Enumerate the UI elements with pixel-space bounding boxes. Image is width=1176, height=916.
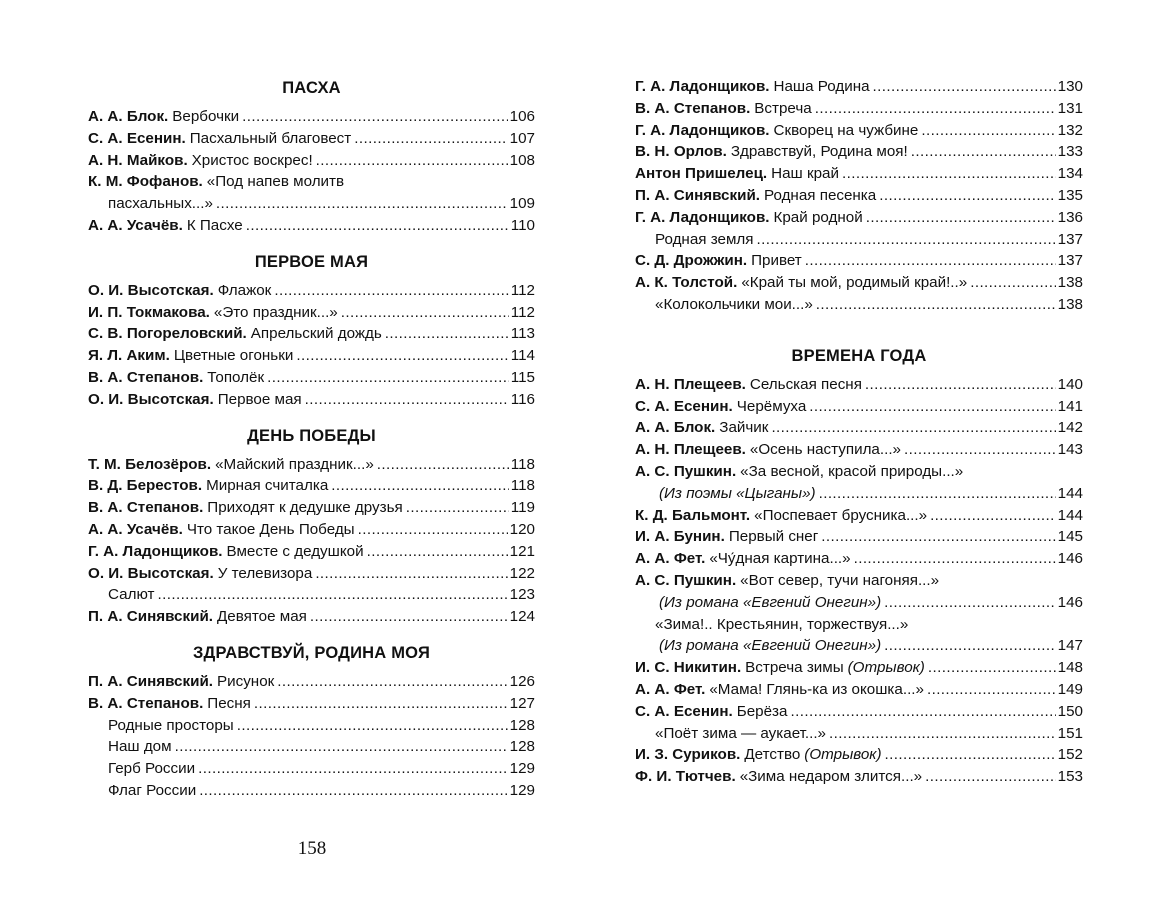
- toc-entry: [88, 323, 535, 345]
- toc-entry: [88, 497, 535, 519]
- entry-page-number: 152: [1057, 746, 1083, 764]
- entry-title: Наша Родина: [773, 78, 870, 95]
- entry-page-number: 129: [509, 760, 535, 778]
- entry-author: С. А. Есенин.: [635, 397, 733, 415]
- entry-page-number: 120: [509, 520, 535, 538]
- toc-entry: [635, 592, 1083, 614]
- dot-leader: [921, 120, 1055, 142]
- section-title: ПАСХА: [282, 79, 341, 97]
- dot-leader: [237, 715, 508, 737]
- dot-leader: [242, 106, 507, 128]
- entry-author: О. И. Высотская.: [88, 281, 214, 299]
- toc-entry: [635, 461, 1083, 483]
- entry-page-number: 147: [1057, 637, 1083, 655]
- toc-entry: [88, 584, 535, 606]
- toc-right-column: [635, 76, 1083, 788]
- entry-title: Наш край: [771, 165, 839, 183]
- toc-entry: [635, 744, 1083, 766]
- entry-author: А. А. Усачёв.: [88, 520, 183, 538]
- entry-title: «Зима недаром злится...»: [739, 768, 923, 786]
- entry-title: «Зима!.. Крестьянин, торжествуя...»: [655, 615, 909, 633]
- entry-page-number: 113: [510, 325, 535, 343]
- toc-entry: [635, 614, 1083, 636]
- entry-title: Тополёк: [207, 368, 265, 386]
- entry-page-number: 126: [509, 672, 535, 690]
- toc-entry: [88, 302, 535, 324]
- dot-leader: [377, 454, 509, 476]
- toc-entry: [88, 563, 535, 585]
- toc-entry: [88, 671, 535, 693]
- entry-page-number: 145: [1057, 528, 1083, 546]
- entry-title: «Майский праздник...»: [215, 455, 374, 473]
- entry-title: Что такое День Победы: [186, 520, 355, 538]
- entry-page-number: 115: [510, 368, 535, 386]
- entry-author: Т. М. Белозёров.: [88, 455, 212, 473]
- entry-author: В. А. Степанов.: [88, 368, 204, 386]
- dot-leader: [809, 396, 1055, 418]
- entry-note: (Отрывок): [847, 659, 925, 677]
- entry-page-number: 136: [1057, 208, 1083, 226]
- entry-author: Г. А. Ладонщиков.: [88, 542, 223, 560]
- entry-title: Песня: [207, 694, 251, 712]
- dot-leader: [873, 76, 1056, 98]
- entry-page-number: 123: [509, 586, 535, 604]
- entry-title: Черёмуха: [736, 397, 807, 415]
- page-number: 158: [297, 838, 327, 859]
- entry-page-number: 108: [509, 151, 535, 169]
- entry-author: П. А. Синявский.: [635, 186, 760, 204]
- entry-note: (Из романа «Евгений Онегин»): [659, 637, 882, 655]
- entry-page-number: 137: [1057, 230, 1083, 248]
- entry-title: «За весной, красой природы...»: [740, 462, 964, 480]
- entry-author: А. Н. Плещеев.: [635, 441, 746, 459]
- entry-author: А. Н. Майков.: [88, 151, 188, 169]
- toc-entry: [635, 98, 1083, 120]
- dot-leader: [829, 723, 1056, 745]
- dot-leader: [756, 229, 1055, 251]
- entry-title: «Чу́дная картина...»: [709, 550, 851, 568]
- toc-entry: [635, 120, 1083, 142]
- entry-title: Флаг России: [108, 781, 197, 799]
- entry-author: Г. А. Ладонщиков.: [635, 121, 770, 139]
- toc-entry: [635, 679, 1083, 701]
- entry-page-number: 124: [509, 608, 535, 626]
- entry-page-number: 144: [1057, 506, 1083, 524]
- dot-leader: [341, 302, 509, 324]
- entry-page-number: 131: [1057, 99, 1083, 117]
- entry-author: О. И. Высотская.: [88, 564, 214, 582]
- entry-title: Детство: [744, 746, 801, 764]
- dot-leader: [216, 193, 508, 215]
- toc-entry: [88, 758, 535, 780]
- entry-page-number: 106: [509, 108, 535, 125]
- entry-author: В. А. Степанов.: [635, 99, 751, 117]
- entry-title: Родные просторы: [108, 716, 234, 734]
- entry-title: Флажок: [217, 281, 272, 299]
- entry-author: А. С. Пушкин.: [635, 571, 737, 589]
- toc-entry: [635, 141, 1083, 163]
- toc-entry: [635, 250, 1083, 272]
- dot-leader: [925, 766, 1056, 788]
- entry-author: П. А. Синявский.: [88, 608, 213, 626]
- dot-leader: [199, 780, 507, 802]
- toc-entry: [88, 475, 535, 497]
- dot-leader: [819, 483, 1056, 505]
- entry-author: К. Д. Бальмонт.: [635, 506, 751, 524]
- dot-leader: [305, 389, 509, 411]
- dot-leader: [884, 592, 1056, 614]
- toc-entry: [88, 345, 535, 367]
- entry-title: «Край ты мой, родимый край!..»: [741, 274, 968, 292]
- toc-entry: [635, 185, 1083, 207]
- toc-entry: [88, 736, 535, 758]
- entry-page-number: 135: [1057, 186, 1083, 204]
- section-title: ПЕРВОЕ МАЯ: [254, 252, 369, 271]
- dot-leader: [367, 541, 508, 563]
- entry-page-number: 128: [509, 738, 535, 756]
- entry-title: У телевизора: [217, 564, 313, 582]
- entry-note: (Отрывок): [804, 746, 882, 764]
- toc-entry: [88, 171, 535, 193]
- toc-entry: [88, 215, 535, 237]
- entry-title: Мирная считалка: [206, 477, 329, 495]
- entry-title: «Осень наступила...»: [749, 441, 901, 459]
- entry-title: Берёза: [736, 702, 788, 720]
- toc-entry: [88, 715, 535, 737]
- dot-leader: [406, 497, 509, 519]
- entry-title: Первое мая: [217, 390, 302, 408]
- entry-author: С. А. Есенин.: [635, 702, 733, 720]
- dot-leader: [316, 150, 508, 172]
- toc-entry: [635, 229, 1083, 251]
- entry-page-number: 140: [1057, 375, 1083, 393]
- entry-page-number: 149: [1057, 680, 1083, 698]
- entry-title: «Поспевает брусника...»: [754, 506, 928, 524]
- dot-leader: [866, 207, 1056, 229]
- dot-leader: [790, 701, 1055, 723]
- toc-entry: [635, 163, 1083, 185]
- entry-author: А. А. Усачёв.: [88, 216, 183, 234]
- entry-author: К. М. Фофанов.: [88, 173, 203, 191]
- toc-entry: [635, 483, 1083, 505]
- dot-leader: [331, 475, 509, 497]
- entry-page-number: 137: [1057, 252, 1083, 270]
- entry-page-number: 153: [1057, 768, 1083, 786]
- entry-author: А. Н. Плещеев.: [635, 375, 746, 393]
- entry-author: И. А. Бунин.: [635, 528, 725, 546]
- entry-page-number: 143: [1057, 441, 1083, 459]
- dot-leader: [385, 323, 509, 345]
- toc-entry: [88, 606, 535, 628]
- entry-page-number: 148: [1057, 659, 1083, 677]
- dot-leader: [821, 526, 1055, 548]
- entry-page-number: 132: [1057, 121, 1083, 139]
- toc-entry: [635, 526, 1083, 548]
- entry-page-number: 134: [1057, 165, 1083, 183]
- entry-page-number: 119: [510, 499, 535, 517]
- dot-leader: [970, 272, 1055, 294]
- entry-page-number: 133: [1057, 143, 1083, 161]
- entry-page-number: 146: [1057, 593, 1083, 611]
- entry-title: Апрельский дождь: [250, 325, 382, 343]
- entry-author: П. А. Синявский.: [88, 672, 213, 690]
- toc-entry: [635, 505, 1083, 527]
- section-title: ЗДРАВСТВУЙ, РОДИНА МОЯ: [192, 643, 431, 662]
- entry-title: Родная песенка: [764, 186, 877, 204]
- toc-entry: [88, 106, 535, 128]
- toc-entry: [635, 207, 1083, 229]
- entry-page-number: 142: [1057, 419, 1083, 437]
- entry-page-number: 138: [1057, 295, 1083, 313]
- entry-title: Родная земля: [655, 230, 754, 248]
- entry-page-number: 116: [510, 390, 535, 408]
- toc-entry: [88, 280, 535, 302]
- dot-leader: [267, 367, 509, 389]
- entry-title: пасхальных...»: [108, 195, 213, 213]
- entry-page-number: 144: [1057, 484, 1083, 502]
- dot-leader: [277, 671, 507, 693]
- dot-leader: [842, 163, 1056, 185]
- entry-note: (Из романа «Евгений Онегин»): [659, 593, 882, 611]
- entry-title: «Это праздник...»: [213, 303, 338, 321]
- dot-leader: [927, 679, 1056, 701]
- entry-page-number: 107: [509, 129, 535, 147]
- entry-author: В. А. Степанов.: [88, 694, 204, 712]
- entry-title: Рисунок: [217, 672, 275, 690]
- entry-page-number: 122: [509, 564, 535, 582]
- entry-page-number: 129: [509, 781, 535, 799]
- entry-author: А. А. Фет.: [635, 550, 706, 568]
- entry-page-number: 128: [509, 716, 535, 734]
- entry-page-number: 110: [510, 216, 535, 234]
- entry-page-number: 141: [1057, 397, 1083, 415]
- dot-leader: [157, 584, 507, 606]
- dot-leader: [175, 736, 508, 758]
- toc-entry: [635, 766, 1083, 788]
- entry-author: И. С. Никитин.: [635, 659, 742, 677]
- toc-entry: [635, 548, 1083, 570]
- entry-page-number: 121: [509, 542, 535, 560]
- entry-title: Сельская песня: [749, 375, 862, 393]
- dot-leader: [854, 548, 1056, 570]
- dot-leader: [816, 294, 1056, 316]
- entry-author: И. П. Токмакова.: [88, 303, 210, 321]
- entry-author: А. А. Блок.: [88, 108, 169, 125]
- toc-entry: [88, 150, 535, 172]
- entry-title: «Колокольчики мои...»: [655, 295, 813, 313]
- toc-entry: [88, 389, 535, 411]
- entry-page-number: 150: [1057, 702, 1083, 720]
- entry-page-number: 109: [509, 195, 535, 213]
- toc-entry: [88, 541, 535, 563]
- entry-author: А. С. Пушкин.: [635, 462, 737, 480]
- dot-leader: [928, 657, 1056, 679]
- entry-page-number: 146: [1057, 550, 1083, 568]
- dot-leader: [771, 417, 1055, 439]
- dot-leader: [911, 141, 1056, 163]
- toc-entry: [635, 417, 1083, 439]
- dot-leader: [885, 744, 1056, 766]
- toc-entry: [88, 454, 535, 476]
- dot-leader: [815, 98, 1056, 120]
- entry-title: Скворец на чужбине: [773, 121, 919, 139]
- entry-author: Я. Л. Аким.: [88, 347, 170, 365]
- toc-entry: [88, 128, 535, 150]
- toc-left-column: [88, 76, 535, 802]
- entry-title: «Под напев молитв: [206, 173, 345, 191]
- entry-title: «Поёт зима — аукает...»: [655, 724, 827, 742]
- entry-title: Встреча: [754, 99, 812, 117]
- dot-leader: [274, 280, 508, 302]
- entry-title: Приходят к дедушке друзья: [207, 499, 403, 517]
- entry-author: В. А. Степанов.: [88, 499, 204, 517]
- dot-leader: [884, 635, 1056, 657]
- entry-title: Край родной: [773, 208, 863, 226]
- toc-entry: [635, 439, 1083, 461]
- entry-title: Встреча зимы: [745, 659, 844, 677]
- entry-title: Зайчик: [719, 419, 769, 437]
- entry-title: Цветные огоньки: [173, 347, 294, 365]
- entry-author: Ф. И. Тютчев.: [635, 768, 736, 786]
- entry-page-number: 130: [1057, 78, 1083, 95]
- entry-title: Салют: [108, 586, 155, 604]
- entry-author: С. В. Погореловский.: [88, 325, 247, 343]
- entry-page-number: 118: [510, 455, 535, 473]
- toc-entry: [88, 693, 535, 715]
- entry-page-number: 112: [510, 281, 535, 299]
- section-title: ДЕНЬ ПОБЕДЫ: [247, 426, 376, 445]
- entry-title: Вербочки: [172, 108, 240, 125]
- entry-author: В. Н. Орлов.: [635, 143, 727, 161]
- entry-page-number: 127: [509, 694, 535, 712]
- dot-leader: [246, 215, 509, 237]
- dot-leader: [805, 250, 1056, 272]
- dot-leader: [354, 128, 507, 150]
- dot-leader: [930, 505, 1056, 527]
- entry-author: А. А. Блок.: [635, 419, 716, 437]
- entry-author: А. А. Фет.: [635, 680, 706, 698]
- entry-page-number: 151: [1057, 724, 1083, 742]
- entry-title: «Мама! Глянь-ка из окошка...»: [709, 680, 924, 698]
- entry-author: О. И. Высотская.: [88, 390, 214, 408]
- dot-leader: [296, 345, 508, 367]
- entry-note: (Из поэмы «Цыганы»): [659, 484, 816, 502]
- toc-entry: [635, 374, 1083, 396]
- toc-entry: [635, 657, 1083, 679]
- entry-page-number: 112: [510, 303, 535, 321]
- toc-entry: [635, 723, 1083, 745]
- entry-author: А. К. Толстой.: [635, 274, 738, 292]
- toc-entry: [635, 294, 1083, 316]
- entry-title: «Вот север, тучи нагоняя...»: [740, 571, 940, 589]
- section-title: ВРЕМЕНА ГОДА: [791, 346, 927, 365]
- dot-leader: [865, 374, 1056, 396]
- entry-title: Герб России: [108, 760, 196, 778]
- entry-title: Наш дом: [108, 738, 172, 756]
- entry-author: Антон Пришелец.: [635, 165, 768, 183]
- dot-leader: [904, 439, 1056, 461]
- toc-entry: [635, 701, 1083, 723]
- dot-leader: [358, 519, 508, 541]
- dot-leader: [879, 185, 1055, 207]
- entry-title: К Пасхе: [186, 216, 243, 234]
- toc-entry: [635, 570, 1083, 592]
- toc-entry: [635, 272, 1083, 294]
- dot-leader: [315, 563, 507, 585]
- entry-title: Вместе с дедушкой: [226, 542, 364, 560]
- toc-entry: [88, 367, 535, 389]
- entry-author: С. А. Есенин.: [88, 129, 186, 147]
- entry-author: Г. А. Ладонщиков.: [635, 78, 770, 95]
- entry-title: Первый снег: [728, 528, 819, 546]
- entry-title: Здравствуй, Родина моя!: [730, 143, 908, 161]
- entry-author: Г. А. Ладонщиков.: [635, 208, 770, 226]
- toc-entry: [88, 193, 535, 215]
- toc-entry: [635, 76, 1083, 98]
- toc-entry: [88, 519, 535, 541]
- entry-author: И. З. Суриков.: [635, 746, 741, 764]
- toc-entry: [635, 396, 1083, 418]
- entry-author: С. Д. Дрожжин.: [635, 252, 748, 270]
- entry-title: Христос воскрес!: [191, 151, 313, 169]
- dot-leader: [310, 606, 508, 628]
- entry-title: Девятое мая: [217, 608, 307, 626]
- dot-leader: [198, 758, 508, 780]
- entry-author: В. Д. Берестов.: [88, 477, 203, 495]
- toc-entry: [635, 635, 1083, 657]
- entry-page-number: 118: [510, 477, 535, 495]
- entry-page-number: 114: [510, 347, 535, 365]
- dot-leader: [254, 693, 508, 715]
- entry-title: Привет: [751, 252, 802, 270]
- toc-entry: [88, 780, 535, 802]
- entry-page-number: 138: [1057, 274, 1083, 292]
- entry-title: Пасхальный благовест: [189, 129, 352, 147]
